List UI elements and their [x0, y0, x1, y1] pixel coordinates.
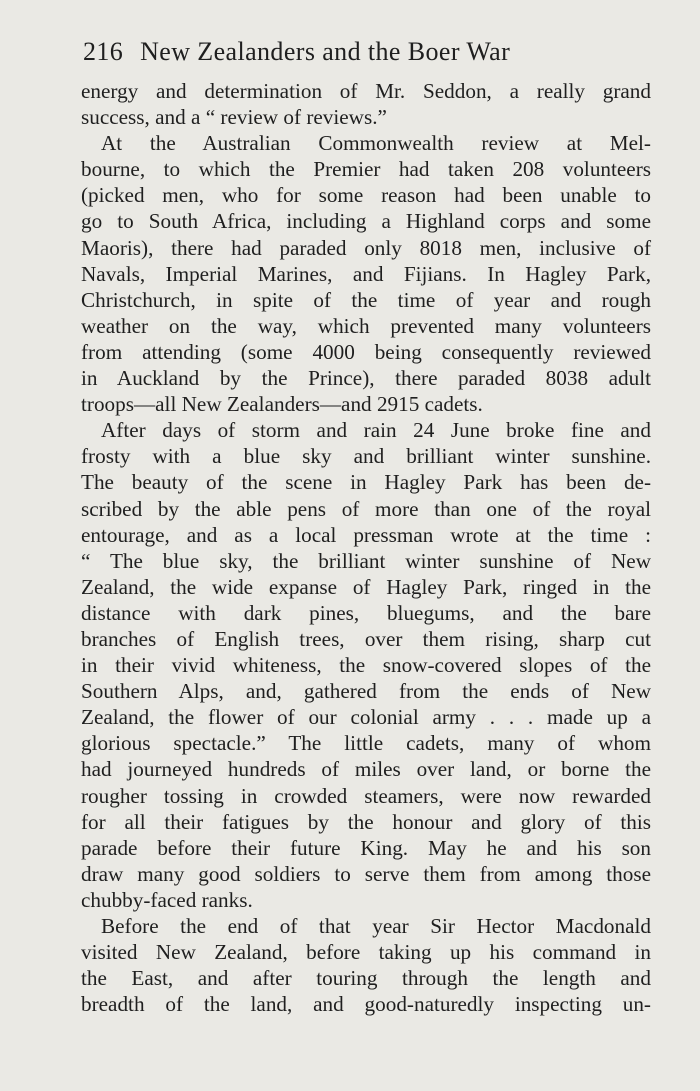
- text-line: frosty with a blue sky and brilliant winter sunshine.: [81, 444, 651, 469]
- text-line: scribed by the able pens of more than one of the royal: [81, 496, 651, 521]
- text-line: troops—all New Zealanders—and 2915 cadets.: [81, 392, 483, 417]
- body-text: [81, 78, 651, 1017]
- text-line: draw many good soldiers to serve them from among those: [81, 861, 651, 886]
- running-title: New Zealanders and the Boer War: [140, 37, 511, 66]
- text-line: Zealand, the wide expanse of Hagley Park, ringed in the: [81, 574, 651, 599]
- text-line: chubby-faced ranks.: [81, 887, 253, 912]
- text-line: Southern Alps, and, gathered from the ends of New: [81, 679, 651, 704]
- text-line: “ The blue sky, the brilliant winter sunshine of New: [81, 548, 651, 573]
- text-line: parade before their future King. May he and his son: [81, 835, 651, 860]
- text-line: rougher tossing in crowded steamers, were now rewarded: [81, 783, 651, 808]
- text-line: success, and a “ review of reviews.”: [81, 105, 387, 130]
- page-number: 216: [83, 37, 124, 66]
- text-line: energy and determination of Mr. Seddon, a really grand: [81, 79, 651, 103]
- text-line: Christchurch, in spite of the time of year and rough: [81, 287, 651, 312]
- paragraph-1: [81, 78, 651, 130]
- text-line: in their vivid whiteness, the snow-covered slopes of the: [81, 653, 651, 678]
- text-line: entourage, and as a local pressman wrote at the time :: [81, 522, 651, 547]
- text-line: glorious spectacle.” The little cadets, many of whom: [81, 731, 651, 756]
- text-line: At the Australian Commonwealth review at Mel-: [101, 131, 651, 156]
- text-line: branches of English trees, over them rising, sharp cut: [81, 626, 651, 651]
- paragraph-2: [81, 130, 651, 417]
- text-line: After days of storm and rain 24 June broke fine and: [101, 418, 651, 443]
- paragraph-3: [81, 417, 651, 913]
- text-line: visited New Zealand, before taking up his command in: [81, 940, 651, 965]
- text-line: from attending (some 4000 being consequently reviewed: [81, 339, 651, 364]
- text-line: had journeyed hundreds of miles over land, or borne the: [81, 757, 651, 782]
- running-head: [83, 34, 620, 74]
- text-line: for all their fatigues by the honour and glory of this: [81, 809, 651, 834]
- text-line: (picked men, who for some reason had been unable to: [81, 183, 651, 208]
- text-line: in Auckland by the Prince), there paraded 8038 adult: [81, 366, 651, 391]
- text-line: distance with dark pines, bluegums, and the bare: [81, 600, 651, 625]
- text-line: Navals, Imperial Marines, and Fijians. In Hagley Park,: [81, 261, 651, 286]
- text-line: the East, and after touring through the length and: [81, 966, 651, 991]
- text-line: breadth of the land, and good-naturedly inspecting un-: [81, 992, 651, 1017]
- text-line: bourne, to which the Premier had taken 208 volunteers: [81, 157, 651, 182]
- text-line: Zealand, the flower of our colonial army . . . made up a: [81, 705, 651, 730]
- text-line: weather on the way, which prevented many volunteers: [81, 313, 651, 338]
- paragraph-4: [81, 913, 651, 1017]
- text-line: Maoris), there had paraded only 8018 men, inclusive of: [81, 235, 651, 260]
- text-line: Before the end of that year Sir Hector Macdonald: [101, 914, 651, 938]
- text-line: go to South Africa, including a Highland corps and some: [81, 209, 651, 234]
- text-line: The beauty of the scene in Hagley Park has been de-: [81, 470, 651, 495]
